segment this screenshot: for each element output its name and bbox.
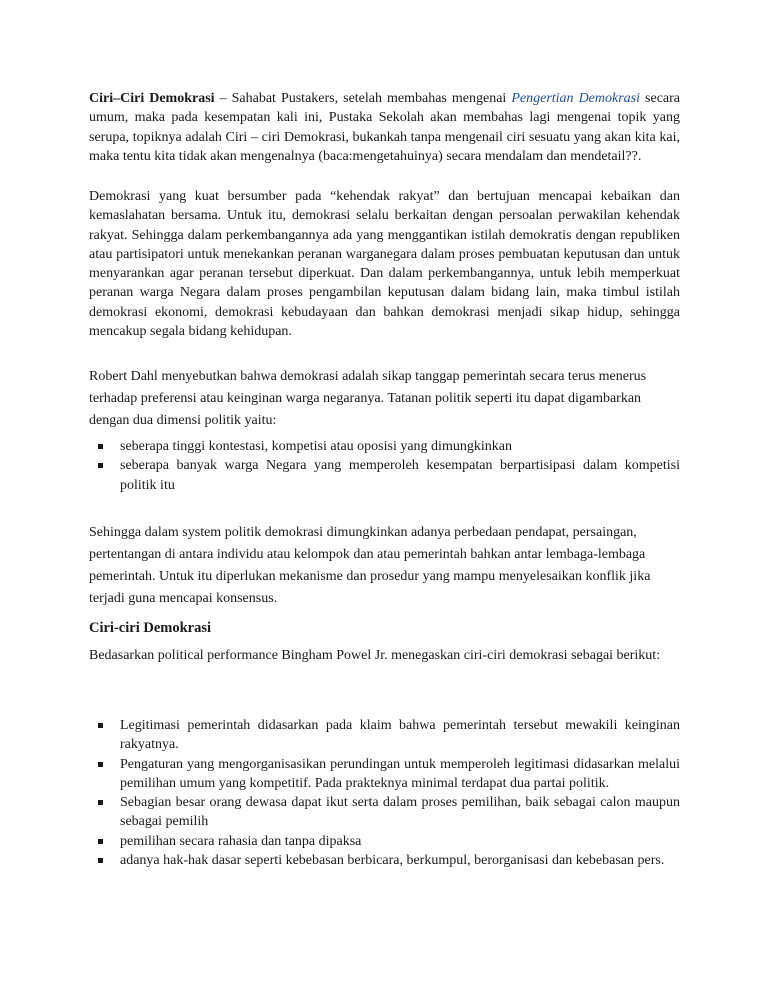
paragraph-sistem-politik: Sehingga dalam system politik demokrasi dimungkinkan adanya perbedaan pendapat, persaingan, pertentangan di antara individu atau kelompok dan atau pemerintah bahkan antar lembaga-lembaga pemerintah. Untuk itu diperlukan mekanisme dan prosedur yang mampu menyelesaikan konflik jika terjadi guna mencapai konsensus.	[89, 525, 651, 606]
list-item: pemilihan secara rahasia dan tanpa dipaksa	[89, 832, 680, 851]
pengertian-demokrasi-link[interactable]: Pengertian Demokrasi	[511, 91, 641, 106]
list-item: adanya hak-hak dasar seperti kebebasan berbicara, berkumpul, berorganisasi dan kebebasan pers.	[89, 851, 680, 870]
intro-rest: secara umum, maka pada kesempatan kali ini, Pustaka Sekolah akan membahas lagi mengenai topik yang serupa, topiknya adalah Ciri – ciri Demokrasi, bukankah tanpa mengenail ciri sesuatu yang akan kita kai, maka tentu kita tidak akan mengenalnya (baca:mengetahuinya) secara mendalam dan mendetail??.	[89, 91, 681, 164]
list-item: Pengaturan yang mengorganisasikan perundingan untuk memperoleh legitimasi didasarkan melalui pemilihan umum yang kompetitif. Pada prakteknya minimal terdapat dua partai politik.	[89, 755, 680, 794]
intro-title: Ciri–Ciri Demokrasi	[89, 91, 215, 106]
paragraph-bingham-powel: Bedasarkan political performance Bingham Powel Jr. menegaskan ciri-ciri demokrasi sebagai berikut:	[89, 648, 661, 663]
dimensions-list	[89, 437, 680, 495]
characteristics-list	[89, 716, 680, 870]
section-heading: Ciri-ciri Demokrasi	[89, 620, 212, 636]
list-item: seberapa banyak warga Negara yang memperoleh kesempatan berpartisipasi dalam kompetisi politik itu	[89, 456, 680, 495]
list-item: Legitimasi pemerintah didasarkan pada klaim bahwa pemerintah tersebut mewakili keinginan rakyatnya.	[89, 716, 680, 755]
paragraph-kehendak-rakyat: Demokrasi yang kuat bersumber pada “kehendak rakyat” dan bertujuan mencapai kebaikan dan kemaslahatan bersama. Untuk itu, demokrasi selalu berkaitan dengan persoalan perwakilan kehendak rakyat. Sehingga dalam perkembangannya ada yang menggantikan istilah demokratis dengan republiken atau partisipatori untuk menekankan peranan warganegara dalam proses pembuatan keputusan dan untuk menyarankan agar peranan tersebut diperkuat. Dan dalam perkembangannya, untuk lebih memperkuat peranan warga Negara dalam proses pengambilan keputusan dalam bidang lain, maka timbul istilah demokrasi ekonomi, demokrasi kebudayaan dan bahkan demokrasi menjadi sikap hidup, sehingga mencakup segala bidang kehidupan.	[89, 189, 680, 340]
list-item: seberapa tinggi kontestasi, kompetisi atau oposisi yang dimungkinkan	[89, 437, 680, 456]
intro-lead: – Sahabat Pustakers, setelah membahas mengenai	[214, 91, 512, 106]
list-item: Sebagian besar orang dewasa dapat ikut serta dalam proses pemilihan, baik sebagai calon maupun sebagai pemilih	[89, 793, 680, 832]
paragraph-robert-dahl: Robert Dahl menyebutkan bahwa demokrasi adalah sikap tanggap pemerintah secara terus menerus terhadap preferensi atau keinginan warga negaranya. Tatanan politik seperti itu dapat digambarkan dengan dua dimensi politik yaitu:	[89, 369, 647, 428]
intro-paragraph	[89, 89, 680, 166]
